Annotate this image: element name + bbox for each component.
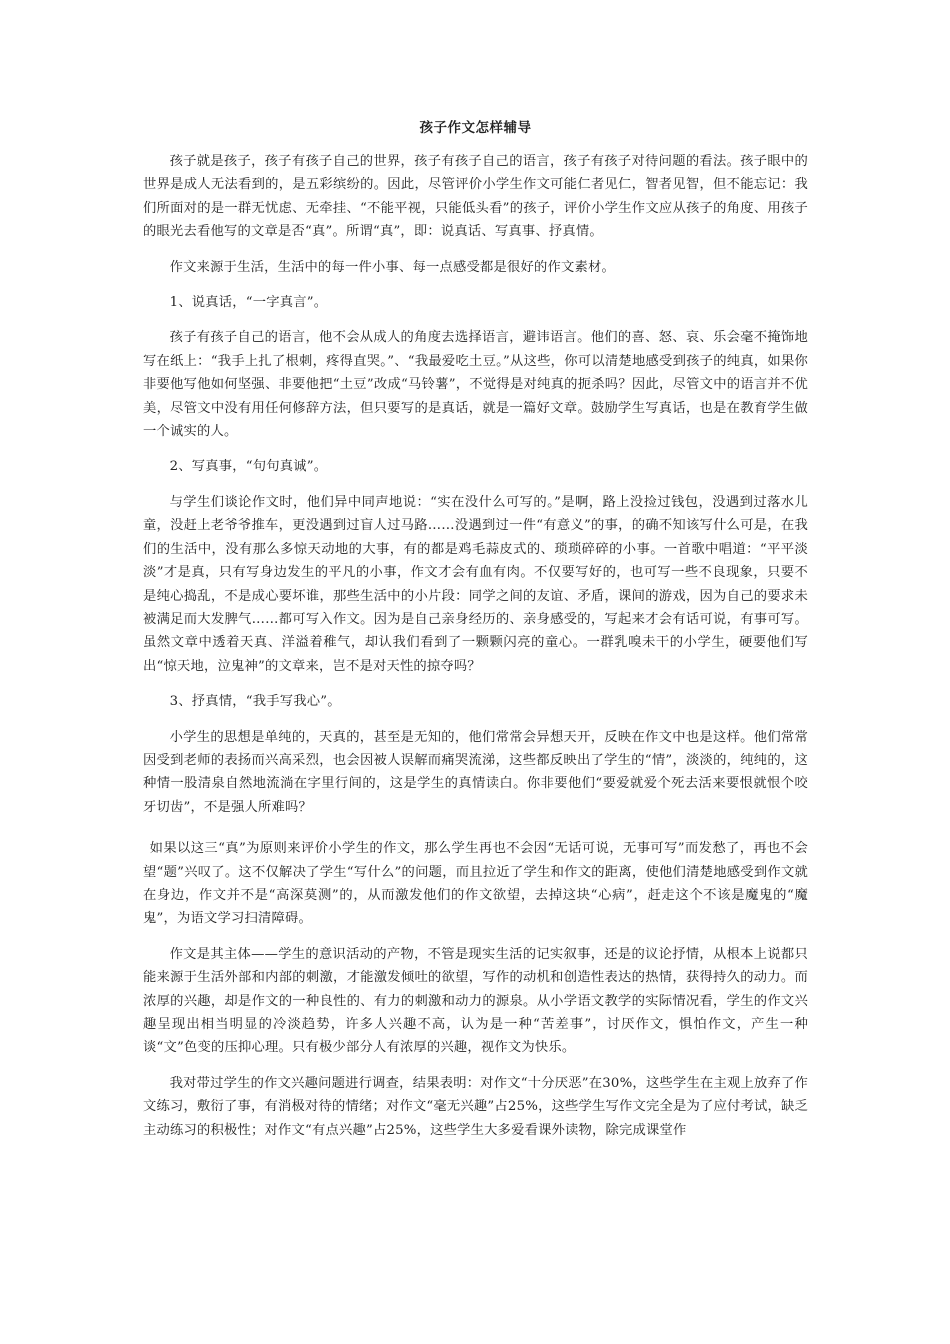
document-page (143, 118, 808, 1154)
heading-express-true-feelings: 3、抒真情，“我手写我心”。 (169, 694, 341, 710)
paragraph-speak-truth: 孩子有孩子自己的语言，他不会从成人的角度去选择语言，避讳语言。他们的喜、怒、哀、乐会毫不掩饰地写在纸上：“我手上扎了根刺，疼得直哭。”、“我最爱吃土豆。”从这些，你可以清楚地感受到孩子的纯真，如果你非要他写他如何坚强、非要他把“土豆”改成“马铃薯”，不觉得是对纯真的扼杀吗？因此，尽管文中的语言并不优美，尽管文中没有用任何修辞方法，但只要写的是真话，就是一篇好文章。鼓励学生写真话，也是在教育学生做一个诚实的人。 (143, 330, 808, 440)
heading-speak-truth: 1、说真话，“一字真言”。 (169, 295, 328, 311)
paragraph-source-of-writing: 作文来源于生活，生活中的每一件小事、每一点感受都是很好的作文素材。 (169, 259, 615, 275)
paragraph-interest: 作文是其主体——学生的意识活动的产物，不管是现实生活的记实叙事，还是的议论抒情，从根本上说都只能来源于生活外部和内部的刺激，才能激发倾吐的欲望，写作的动机和创造性表达的热情，获得持久的动力。而浓厚的兴趣，却是作文的一种良性的、有力的刺激和动力的源泉。从小学语文教学的实际情况看，学生的作文兴趣呈现出相当明显的冷淡趋势，许多人兴趣不高，认为是一种“苦差事”，讨厌作文，惧怕作文，产生一种谈“文”色变的压抑心理。只有极少部分人有浓厚的兴趣，视作文为快乐。 (143, 946, 808, 1056)
paragraph-express-true-feelings: 小学生的思想是单纯的，天真的，甚至是无知的，他们常常会异想天开，反映在作文中也是这样。他们常常因受到老师的表扬而兴高采烈，也会因被人误解而痛哭流涕，这些都反映出了学生的“情”，淡淡的，纯纯的，这种情一股清泉自然地流淌在字里行间的，这是学生的真情读白。你非要他们“要爱就爱个死去活来要恨就恨个咬牙切齿”，不是强人所难吗？ (143, 729, 808, 815)
heading-write-true-events: 2、写真事，“句句真诚”。 (169, 459, 328, 475)
paragraph-intro: 孩子就是孩子，孩子有孩子自己的世界，孩子有孩子自己的语言，孩子有孩子对待问题的看法。孩子眼中的世界是成人无法看到的，是五彩缤纷的。因此，尽管评价小学生作文可能仁者见仁，智者见智，但不能忘记：我们所面对的是一群无忧虑、无牵挂、“不能平视，只能低头看”的孩子，评价小学生作文应从孩子的角度、用孩子的眼光去看他写的文章是否“真”。所谓“真”，即：说真话、写真事、抒真情。 (143, 154, 808, 240)
paragraph-three-truths: 如果以这三“真”为原则来评价小学生的作文，那么学生再也不会因“无话可说，无事可写”而发愁了，再也不会望“题”兴叹了。这不仅解决了学生“写什么”的问题，而且拉近了学生和作文的距离，使他们清楚地感受到作文就在身边，作文并不是“高深莫测”的，从而激发他们的作文欲望，去掉这块“心病”，赶走这个不该是魔鬼的“魔鬼”，为语文学习扫清障碍。 (143, 841, 808, 927)
paragraph-survey: 我对带过学生的作文兴趣问题进行调查，结果表明：对作文“十分厌恶”在30%，这些学生在主观上放弃了作文练习，敷衍了事，有消极对待的情绪；对作文“毫无兴趣”占25%，这些学生写作文完全是为了应付考试，缺乏主动练习的积极性；对作文“有点兴趣”占25%，这些学生大多爱看课外读物，除完成课堂作 (143, 1075, 809, 1138)
document-title: 孩子作文怎样辅导 (419, 120, 532, 136)
paragraph-write-true-events: 与学生们谈论作文时，他们异中同声地说：“实在没什么可写的。”是啊，路上没捡过钱包，没遇到过落水儿童，没赶上老爷爷推车，更没遇到过盲人过马路……没遇到过一件“有意义”的事，的确不知该写什么可是，在我们的生活中，没有那么多惊天动地的大事，有的都是鸡毛蒜皮式的、琐琐碎碎的小事。一首歌中唱道：“平平淡淡”才是真，只有写身边发生的平凡的小事，作文才会有血有肉。不仅要写好的，也可写一些不良现象，只要不是纯心捣乱，不是成心要坏谁，那些生活中的小片段：同学之间的友谊、矛盾，课间的游戏，因为自己的要求未被满足而大发脾气……都可写入作文。因为是自己亲身经历的、亲身感受的，写起来才会有话可说，有事可写。虽然文章中透着天真、洋溢着稚气，却认我们看到了一颗颗闪亮的童心。一群乳嗅未干的小学生，硬要他们写出“惊天地，泣鬼神”的文章来，岂不是对天性的掠夺吗？ (143, 494, 808, 674)
